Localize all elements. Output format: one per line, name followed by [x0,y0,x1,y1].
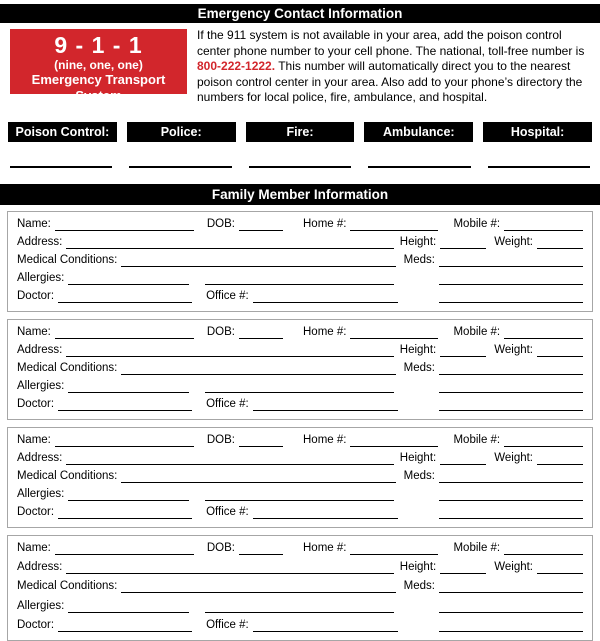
emergency-code: 9 - 1 - 1 [54,32,143,58]
meds-continuation-line[interactable] [439,515,583,519]
height-write-line[interactable] [440,353,486,357]
allergies-row [17,272,583,285]
address-row [17,452,583,465]
meds-write-line[interactable] [439,371,583,375]
allergies-write-line[interactable] [68,497,189,501]
meds-field-label: Meds: [403,580,435,593]
contact-label-ambulance: Ambulance: [364,122,473,142]
address-row [17,344,583,357]
height-field-label: Height: [399,451,437,464]
name-write-line[interactable] [55,227,194,231]
medical-row [17,362,583,375]
address-field-label: Address: [17,451,63,464]
family-member-card [7,535,593,641]
dob-write-line[interactable] [239,443,283,447]
fire-write-line[interactable] [249,165,351,168]
allergies-continuation-line[interactable] [205,497,394,501]
name-field-label: Name: [17,541,51,554]
dob-field-label: DOB: [206,541,235,554]
doctor-field-label: Doctor: [17,397,55,410]
home-phone-write-line[interactable] [350,227,438,231]
name-write-line[interactable] [55,551,194,555]
allergies-continuation-line[interactable] [205,609,394,613]
meds-field-label: Meds: [403,469,435,482]
ambulance-write-line[interactable] [368,165,470,168]
meds-continuation-line[interactable] [439,609,583,613]
office-phone-write-line[interactable] [253,299,398,303]
allergies-row [17,600,583,613]
weight-field-label: Weight: [494,343,533,356]
mobile-phone-field-label: Mobile #: [453,325,501,338]
hospital-write-line[interactable] [488,165,590,168]
office-phone-write-line[interactable] [253,628,398,632]
family-member-card [7,211,593,312]
home-phone-write-line[interactable] [350,551,438,555]
meds-continuation-line[interactable] [439,407,583,411]
allergies-write-line[interactable] [68,389,189,393]
office-phone-field-label: Office #: [206,397,249,410]
meds-field-label: Meds: [403,253,435,266]
medical-row [17,470,583,483]
address-field-label: Address: [17,235,63,248]
dob-field-label: DOB: [206,217,235,230]
height-field-label: Height: [399,561,437,574]
medical-row [17,254,583,267]
office-phone-write-line[interactable] [253,515,398,519]
emergency-info-section [10,29,586,106]
medical-conditions-write-line[interactable] [121,589,395,593]
height-write-line[interactable] [440,461,486,465]
allergies-continuation-line[interactable] [205,389,394,393]
height-write-line[interactable] [440,245,486,249]
doctor-row [17,290,583,303]
mobile-phone-write-line[interactable] [504,335,583,339]
address-row [17,236,583,249]
name-field-label: Name: [17,325,51,338]
address-field-label: Address: [17,343,63,356]
address-row [17,561,583,574]
office-phone-field-label: Office #: [206,505,249,518]
poison-info-paragraph [197,28,586,106]
weight-field-label: Weight: [494,235,533,248]
allergies-continuation-line[interactable] [205,281,394,285]
home-phone-field-label: Home #: [303,325,347,338]
address-write-line[interactable] [66,245,393,249]
doctor-field-label: Doctor: [17,289,55,302]
family-header-bar: Family Member Information [0,184,600,205]
allergies-field-label: Allergies: [17,271,65,284]
meds-continuation-line[interactable] [439,628,583,632]
doctor-write-line[interactable] [58,407,192,411]
mobile-phone-field-label: Mobile #: [453,541,501,554]
weight-field-label: Weight: [494,451,533,464]
allergies-write-line[interactable] [68,609,189,613]
doctor-field-label: Doctor: [17,618,55,631]
meds-write-line[interactable] [439,589,583,593]
mobile-phone-write-line[interactable] [504,443,583,447]
office-phone-write-line[interactable] [253,407,398,411]
doctor-row [17,506,583,519]
meds-field-label: Meds: [403,361,435,374]
medical-conditions-field-label: Medical Conditions: [17,469,118,482]
dob-write-line[interactable] [239,551,283,555]
mobile-phone-field-label: Mobile #: [453,433,501,446]
contact-label-poison-control: Poison Control: [8,122,117,142]
home-phone-write-line[interactable] [350,443,438,447]
allergies-field-label: Allergies: [17,379,65,392]
doctor-write-line[interactable] [58,628,192,632]
doctor-row [17,398,583,411]
medical-conditions-write-line[interactable] [121,263,395,267]
dob-write-line[interactable] [239,335,283,339]
meds-write-line[interactable] [439,263,583,267]
name-field-label: Name: [17,433,51,446]
name-write-line[interactable] [55,335,194,339]
medical-conditions-field-label: Medical Conditions: [17,253,118,266]
meds-continuation-line[interactable] [439,299,583,303]
name-field-label: Name: [17,217,51,230]
weight-field-label: Weight: [494,561,533,574]
police-write-line[interactable] [129,165,231,168]
height-field-label: Height: [399,343,437,356]
office-phone-field-label: Office #: [206,289,249,302]
family-member-card [7,427,593,528]
contact-label-fire: Fire: [246,122,355,142]
allergies-field-label: Allergies: [17,487,65,500]
meds-continuation-line[interactable] [439,389,583,393]
poison-control-write-line[interactable] [10,165,112,168]
dob-write-line[interactable] [239,227,283,231]
allergies-write-line[interactable] [68,281,189,285]
name-row [17,542,583,555]
medical-conditions-field-label: Medical Conditions: [17,580,118,593]
name-row [17,218,583,231]
weight-write-line[interactable] [537,245,583,249]
meds-continuation-line[interactable] [439,497,583,501]
weight-write-line[interactable] [537,353,583,357]
address-field-label: Address: [17,561,63,574]
emergency-code-words: (nine, one, one) [54,58,143,72]
medical-conditions-field-label: Medical Conditions: [17,361,118,374]
name-row [17,434,583,447]
address-write-line[interactable] [66,461,393,465]
weight-write-line[interactable] [537,570,583,574]
address-write-line[interactable] [66,570,393,574]
poison-control-number: 800-222-1222. [197,59,276,74]
address-write-line[interactable] [66,353,393,357]
allergies-field-label: Allergies: [17,599,65,612]
name-write-line[interactable] [55,443,194,447]
mobile-phone-write-line[interactable] [504,551,583,555]
dob-field-label: DOB: [206,325,235,338]
emergency-header-bar: Emergency Contact Information [0,4,600,23]
contact-labels-row [8,122,592,142]
emergency-code-caption: Emergency Transport System [31,72,166,103]
medical-conditions-write-line[interactable] [121,371,395,375]
nine-one-one-box [10,29,187,103]
mobile-phone-write-line[interactable] [504,227,583,231]
poison-info-text-before: If the 911 system is not available in your area, add the poison control center phone number to your cell phone. The national, toll-free number is [197,28,585,58]
poison-info-text-after: This number will automatically direct you to the nearest poison control center in your area. Also add to your phone’s directory the numbers for local police, fire, ambulance, and hospital. [197,59,583,105]
weight-write-line[interactable] [537,461,583,465]
allergies-row [17,488,583,501]
meds-continuation-line[interactable] [439,281,583,285]
dob-field-label: DOB: [206,433,235,446]
doctor-write-line[interactable] [58,299,192,303]
home-phone-field-label: Home #: [303,433,347,446]
family-member-card [7,319,593,420]
name-row [17,326,583,339]
home-phone-write-line[interactable] [350,335,438,339]
doctor-write-line[interactable] [58,515,192,519]
family-member-list [7,211,593,641]
medical-row [17,580,583,593]
office-phone-field-label: Office #: [206,618,249,631]
mobile-phone-field-label: Mobile #: [453,217,501,230]
home-phone-field-label: Home #: [303,217,347,230]
contact-label-police: Police: [127,122,236,142]
allergies-row [17,380,583,393]
medical-conditions-write-line[interactable] [121,479,395,483]
doctor-row [17,619,583,632]
height-write-line[interactable] [440,570,486,574]
meds-write-line[interactable] [439,479,583,483]
doctor-field-label: Doctor: [17,505,55,518]
contact-write-lines-row [10,165,590,168]
contact-label-hospital: Hospital: [483,122,592,142]
home-phone-field-label: Home #: [303,541,347,554]
height-field-label: Height: [399,235,437,248]
